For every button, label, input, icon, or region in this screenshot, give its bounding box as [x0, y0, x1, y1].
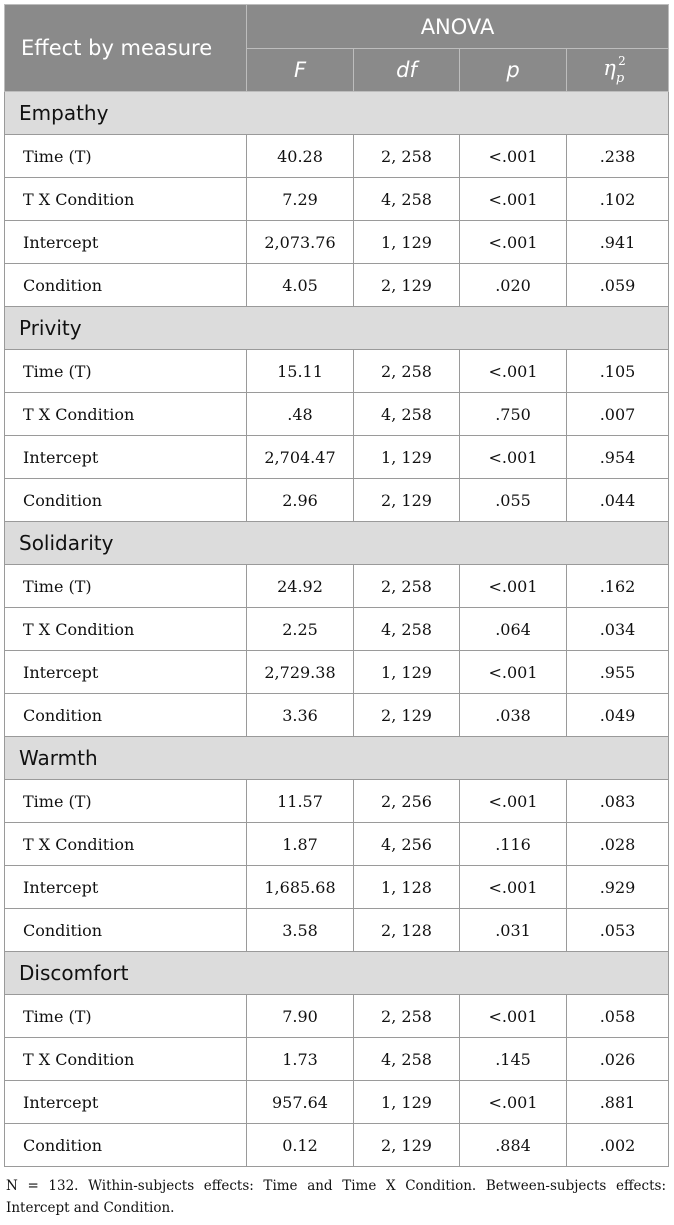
- f-value-cell: 2.25: [247, 608, 354, 651]
- p-value-cell: .038: [460, 694, 567, 737]
- df-value-cell: 2, 258: [354, 565, 460, 608]
- anova-group-header: ANOVA: [247, 5, 669, 49]
- p-value-cell: .884: [460, 1124, 567, 1167]
- p-value-cell: .064: [460, 608, 567, 651]
- table-row: [5, 780, 669, 823]
- eta-value-cell: .941: [567, 221, 669, 264]
- df-value-cell: 2, 129: [354, 264, 460, 307]
- effect-label-cell: Condition: [5, 1124, 247, 1167]
- p-value-cell: <.001: [460, 135, 567, 178]
- df-value-cell: 2, 128: [354, 909, 460, 952]
- df-value-cell: 4, 258: [354, 1038, 460, 1081]
- eta-subscript: p: [615, 71, 625, 87]
- f-value-cell: 1,685.68: [247, 866, 354, 909]
- df-value-cell: 4, 258: [354, 393, 460, 436]
- df-value-cell: 1, 129: [354, 436, 460, 479]
- section-row: [5, 737, 669, 780]
- table-row: [5, 178, 669, 221]
- eta-value-cell: .044: [567, 479, 669, 522]
- effect-label-cell: Time (T): [5, 565, 247, 608]
- table-body: [5, 92, 669, 1167]
- effect-by-measure-header: Effect by measure: [5, 5, 247, 92]
- table-row: [5, 436, 669, 479]
- eta-value-cell: .058: [567, 995, 669, 1038]
- table-row: [5, 135, 669, 178]
- effect-label-cell: T X Condition: [5, 1038, 247, 1081]
- df-value-cell: 1, 129: [354, 221, 460, 264]
- effect-label-cell: Condition: [5, 909, 247, 952]
- f-value-cell: 1.73: [247, 1038, 354, 1081]
- f-value-cell: 0.12: [247, 1124, 354, 1167]
- f-value-cell: 4.05: [247, 264, 354, 307]
- eta-value-cell: .059: [567, 264, 669, 307]
- df-value-cell: 2, 258: [354, 350, 460, 393]
- eta-value-cell: .162: [567, 565, 669, 608]
- f-value-cell: 11.57: [247, 780, 354, 823]
- p-value-cell: <.001: [460, 866, 567, 909]
- table-row: [5, 608, 669, 651]
- effect-label-cell: Intercept: [5, 221, 247, 264]
- section-title: Solidarity: [5, 522, 669, 565]
- f-value-cell: 3.58: [247, 909, 354, 952]
- effect-label-cell: Condition: [5, 264, 247, 307]
- eta-value-cell: .881: [567, 1081, 669, 1124]
- section-title: Discomfort: [5, 952, 669, 995]
- df-value-cell: 4, 258: [354, 178, 460, 221]
- table-row: [5, 823, 669, 866]
- table-header: [5, 5, 669, 92]
- effect-label-cell: T X Condition: [5, 608, 247, 651]
- df-value-cell: 2, 129: [354, 1124, 460, 1167]
- effect-label-cell: Time (T): [5, 780, 247, 823]
- f-value-cell: 2,729.38: [247, 651, 354, 694]
- f-value-cell: 15.11: [247, 350, 354, 393]
- effect-label-cell: Time (T): [5, 135, 247, 178]
- effect-label-cell: Intercept: [5, 866, 247, 909]
- df-value-cell: 4, 258: [354, 608, 460, 651]
- p-value-cell: <.001: [460, 1081, 567, 1124]
- p-value-cell: .020: [460, 264, 567, 307]
- eta-value-cell: .028: [567, 823, 669, 866]
- table-row: [5, 1038, 669, 1081]
- f-value-cell: 2,073.76: [247, 221, 354, 264]
- effect-label-cell: T X Condition: [5, 178, 247, 221]
- p-value-cell: .055: [460, 479, 567, 522]
- df-value-cell: 2, 258: [354, 135, 460, 178]
- effect-label-cell: T X Condition: [5, 823, 247, 866]
- df-value-cell: 1, 129: [354, 1081, 460, 1124]
- p-value-cell: <.001: [460, 995, 567, 1038]
- p-value-cell: .116: [460, 823, 567, 866]
- effect-label-cell: Intercept: [5, 436, 247, 479]
- table-row: [5, 694, 669, 737]
- eta-symbol: η: [603, 55, 616, 80]
- eta-value-cell: .954: [567, 436, 669, 479]
- table-row: [5, 995, 669, 1038]
- eta-value-cell: .034: [567, 608, 669, 651]
- table-note: N = 132. Within-subjects effects: Time and Time X Condition. Between-subjects effects: Intercept and Condition.: [6, 1178, 666, 1216]
- df-value-cell: 2, 258: [354, 995, 460, 1038]
- eta-value-cell: .929: [567, 866, 669, 909]
- effect-label-cell: Condition: [5, 694, 247, 737]
- f-value-cell: 40.28: [247, 135, 354, 178]
- df-value-cell: 1, 129: [354, 651, 460, 694]
- section-row: [5, 952, 669, 995]
- p-value-cell: .145: [460, 1038, 567, 1081]
- effect-label-cell: Intercept: [5, 1081, 247, 1124]
- table-row: [5, 1124, 669, 1167]
- eta-column-header: [567, 49, 669, 92]
- df-value-cell: 2, 256: [354, 780, 460, 823]
- section-row: [5, 92, 669, 135]
- eta-value-cell: .026: [567, 1038, 669, 1081]
- p-value-cell: <.001: [460, 221, 567, 264]
- table-row: [5, 393, 669, 436]
- p-column-header: p: [460, 49, 567, 92]
- f-value-cell: 24.92: [247, 565, 354, 608]
- table-container: [4, 4, 668, 1219]
- section-title: Warmth: [5, 737, 669, 780]
- eta-value-cell: .238: [567, 135, 669, 178]
- p-value-cell: <.001: [460, 780, 567, 823]
- f-column-header: F: [247, 49, 354, 92]
- table-row: [5, 909, 669, 952]
- df-value-cell: 2, 129: [354, 479, 460, 522]
- table-row: [5, 479, 669, 522]
- effect-label-cell: Time (T): [5, 350, 247, 393]
- eta-value-cell: .007: [567, 393, 669, 436]
- section-row: [5, 307, 669, 350]
- eta-value-cell: .053: [567, 909, 669, 952]
- table-row: [5, 866, 669, 909]
- eta-value-cell: .083: [567, 780, 669, 823]
- p-value-cell: .750: [460, 393, 567, 436]
- eta-value-cell: .049: [567, 694, 669, 737]
- eta-value-cell: .105: [567, 350, 669, 393]
- section-title: Privity: [5, 307, 669, 350]
- f-value-cell: 3.36: [247, 694, 354, 737]
- eta-value-cell: .102: [567, 178, 669, 221]
- section-title: Empathy: [5, 92, 669, 135]
- f-value-cell: 7.90: [247, 995, 354, 1038]
- f-value-cell: 2,704.47: [247, 436, 354, 479]
- df-column-header: df: [354, 49, 460, 92]
- table-row: [5, 1081, 669, 1124]
- p-value-cell: <.001: [460, 565, 567, 608]
- effect-label-cell: Condition: [5, 479, 247, 522]
- table-row: [5, 221, 669, 264]
- p-value-cell: <.001: [460, 350, 567, 393]
- p-value-cell: <.001: [460, 651, 567, 694]
- effect-label-cell: Intercept: [5, 651, 247, 694]
- section-row: [5, 522, 669, 565]
- effect-label-cell: T X Condition: [5, 393, 247, 436]
- f-value-cell: 957.64: [247, 1081, 354, 1124]
- f-value-cell: .48: [247, 393, 354, 436]
- anova-table: [4, 4, 669, 1167]
- eta-value-cell: .002: [567, 1124, 669, 1167]
- df-value-cell: 4, 256: [354, 823, 460, 866]
- f-value-cell: 1.87: [247, 823, 354, 866]
- f-value-cell: 7.29: [247, 178, 354, 221]
- df-value-cell: 2, 129: [354, 694, 460, 737]
- table-row: [5, 350, 669, 393]
- f-value-cell: 2.96: [247, 479, 354, 522]
- table-row: [5, 651, 669, 694]
- eta-superscript: 2: [618, 53, 626, 68]
- df-value-cell: 1, 128: [354, 866, 460, 909]
- effect-label-cell: Time (T): [5, 995, 247, 1038]
- eta-value-cell: .955: [567, 651, 669, 694]
- table-row: [5, 264, 669, 307]
- table-row: [5, 565, 669, 608]
- p-value-cell: <.001: [460, 436, 567, 479]
- p-value-cell: <.001: [460, 178, 567, 221]
- p-value-cell: .031: [460, 909, 567, 952]
